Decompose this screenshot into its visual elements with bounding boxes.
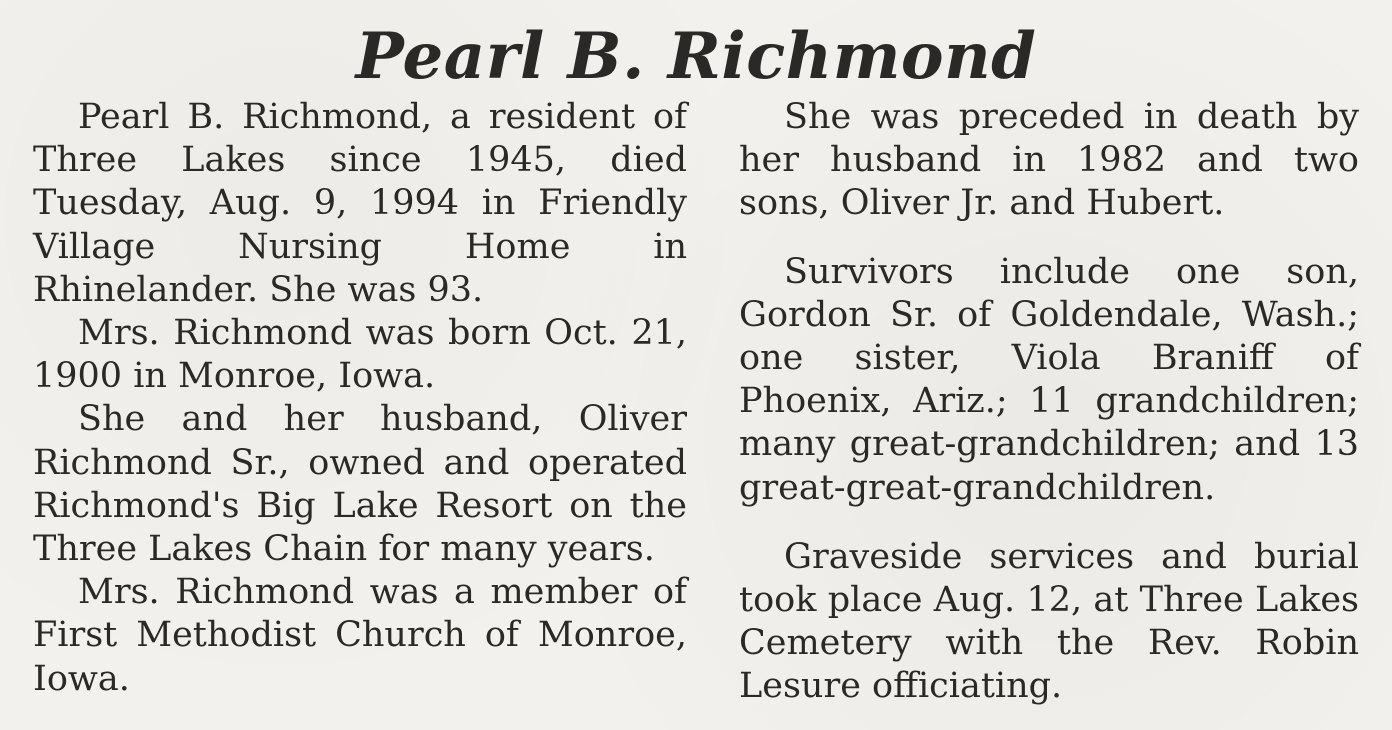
paragraph-church: Mrs. Richmond was a member of First Methodist Church of Monroe, Iowa. [33,572,687,699]
paragraph-birth: Mrs. Richmond was born Oct. 21, 1900 in Monroe, Iowa. [33,313,687,397]
right-column [739,96,1359,709]
paragraph-services: Graveside services and burial took place Aug. 12, at Three Lakes Cemetery with the Rev. Robin Lesure officiating. [739,536,1359,707]
paragraph-preceded: She was preceded in death by her husband in 1982 and two sons, Oliver Jr. and Hubert. [739,97,1359,224]
paragraph-death-notice: Pearl B. Richmond, a resident of Three Lakes since 1945, died Tuesday, Aug. 9, 1994 in Friendly Village Nursing Home in Rhinelander. She was 93. [33,97,687,310]
left-column [33,96,687,701]
paragraph-resort: She and her husband, Oliver Richmond Sr., owned and operated Richmond's Big Lake Resort on the Three Lakes Chain for many years. [33,399,687,570]
obituary-headline: Pearl B. Richmond [355,19,1037,94]
paragraph-survivors: Survivors include one son, Gordon Sr. of Goldendale, Wash.; one sister, Viola Braniff of Phoenix, Ariz.; 11 grandchildren; many great-grandchildren; and 13 great-great-grandchildren. [739,251,1359,508]
